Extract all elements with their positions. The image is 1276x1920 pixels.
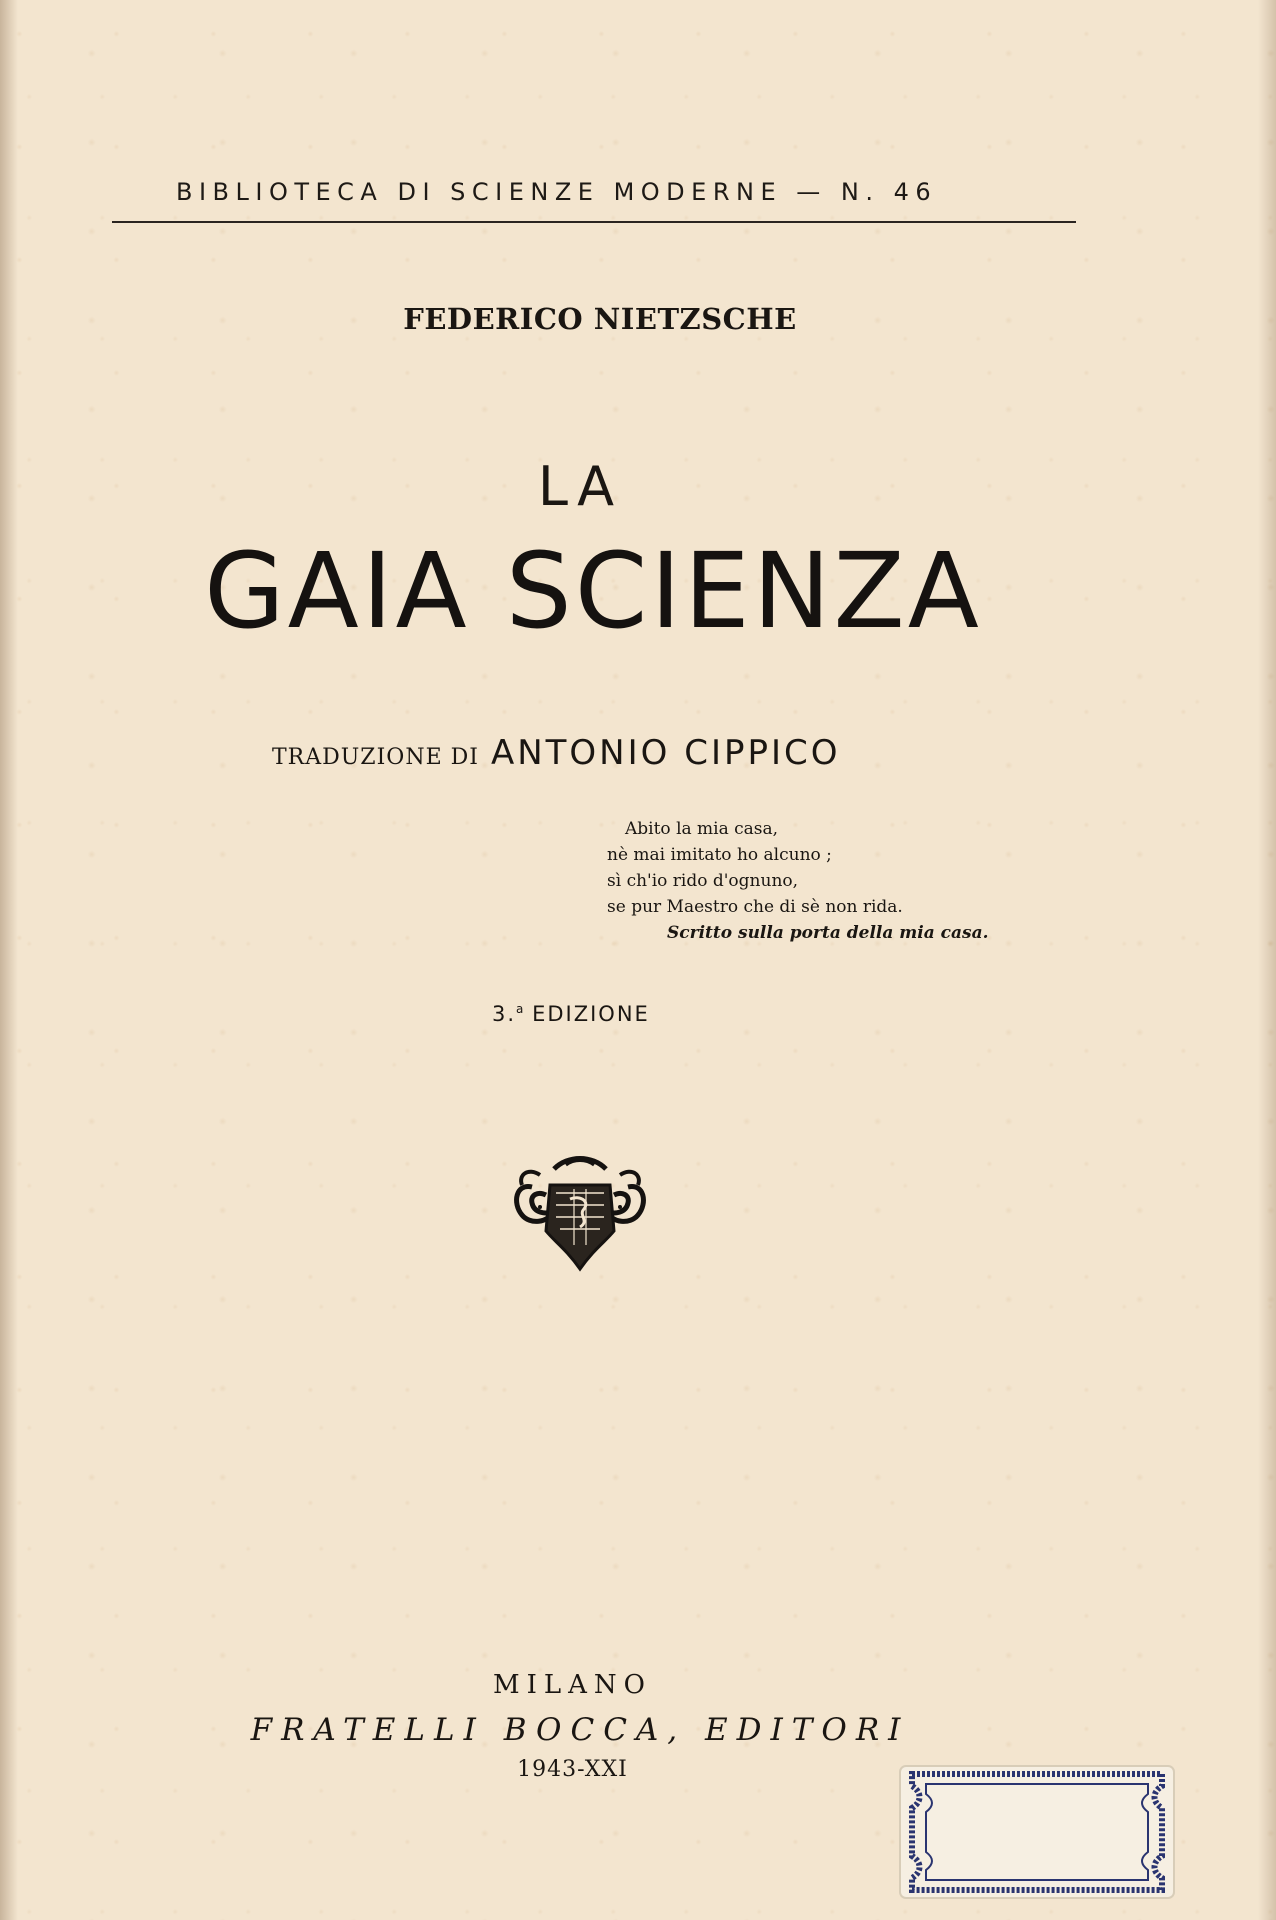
epigraph-line: se pur Maestro che di sè non rida.	[607, 897, 903, 917]
edition-word: EDIZIONE	[532, 1002, 650, 1026]
edition-superscript: a	[516, 1002, 524, 1016]
epigraph-line: Abito la mia casa,	[625, 819, 779, 839]
imprint-city: MILANO	[493, 1670, 652, 1700]
publisher-device-icon	[510, 1145, 650, 1275]
translator-line	[272, 733, 841, 773]
imprint-year: 1943-XXI	[517, 1757, 628, 1782]
edition-label	[492, 1002, 650, 1026]
translator-name: ANTONIO CIPPICO	[490, 733, 841, 773]
title-article: LA	[537, 455, 623, 518]
page-edge-shadow-right	[1258, 0, 1276, 1920]
epigraph-line: sì ch'io rido d'ognuno,	[607, 871, 799, 891]
library-label-sticker	[896, 1762, 1178, 1902]
header-rule	[112, 221, 1076, 223]
edition-number: 3.	[492, 1002, 517, 1026]
page-edge-shadow-left	[0, 0, 18, 1920]
epigraph-line: nè mai imitato ho alcuno ;	[607, 845, 832, 865]
translator-prefix: TRADUZIONE DI	[272, 745, 479, 770]
epigraph	[607, 816, 989, 946]
epigraph-attribution: Scritto sulla porta della mia casa.	[667, 923, 989, 943]
series-heading: BIBLIOTECA DI SCIENZE MODERNE — N. 46	[176, 178, 938, 206]
author-name: FEDERICO NIETZSCHE	[403, 302, 797, 336]
imprint-publisher: FRATELLI BOCCA, EDITORI	[250, 1712, 910, 1748]
book-title: GAIA SCIENZA	[204, 530, 982, 652]
